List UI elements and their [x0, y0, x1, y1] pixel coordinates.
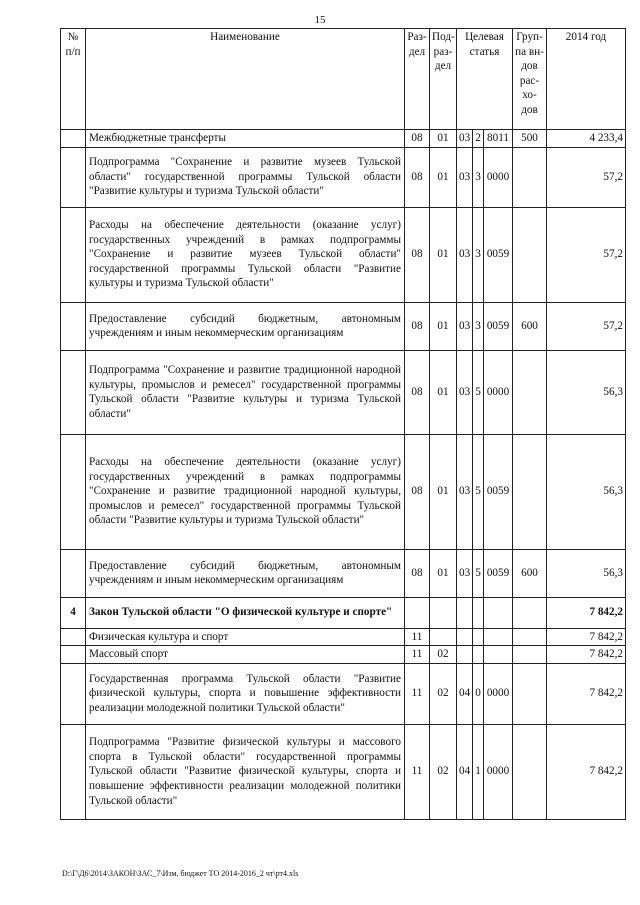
header-num: № п/п: [61, 29, 86, 130]
row-num: [61, 130, 86, 148]
row-cs-program: 04: [457, 663, 473, 724]
header-name: Наименование: [86, 29, 405, 130]
table-row: [61, 147, 626, 207]
row-cs-item: 0000: [484, 663, 513, 724]
table-row: [61, 724, 626, 819]
row-podrazdel: 01: [430, 302, 457, 350]
table-row: [61, 350, 626, 434]
table-row: [61, 434, 626, 549]
row-cs-program: 03: [457, 434, 473, 549]
header-razdel: Раз-дел: [405, 29, 430, 130]
row-num: [61, 434, 86, 549]
row-cs-item: 0000: [484, 724, 513, 819]
row-amount: 7 842,2: [547, 597, 626, 628]
row-cs-subprogram: 3: [473, 302, 484, 350]
row-cs-item: [484, 646, 513, 664]
row-cs-item: 0059: [484, 434, 513, 549]
row-gruppa: [513, 646, 547, 664]
row-podrazdel: 01: [430, 207, 457, 302]
row-num: [61, 147, 86, 207]
row-cs-item: [484, 597, 513, 628]
row-cs-subprogram: [473, 597, 484, 628]
row-cs-subprogram: 3: [473, 147, 484, 207]
row-name: Подпрограмма "Сохранение и развитие музеев Тульской области" государственной программы Тульской области "Развитие культуры и туризма Тульской области": [86, 147, 405, 207]
row-cs-program: [457, 597, 473, 628]
row-gruppa: [513, 597, 547, 628]
row-amount: 57,2: [547, 207, 626, 302]
row-razdel: 08: [405, 207, 430, 302]
row-razdel: 08: [405, 434, 430, 549]
row-gruppa: [513, 628, 547, 646]
row-razdel: 08: [405, 130, 430, 148]
row-razdel: 08: [405, 147, 430, 207]
row-razdel: 11: [405, 663, 430, 724]
row-razdel: 08: [405, 549, 430, 597]
row-num: [61, 302, 86, 350]
row-gruppa: 600: [513, 549, 547, 597]
row-cs-program: 03: [457, 147, 473, 207]
row-num: [61, 350, 86, 434]
row-razdel: 08: [405, 302, 430, 350]
row-podrazdel: 01: [430, 434, 457, 549]
row-gruppa: 500: [513, 130, 547, 148]
row-num: [61, 646, 86, 664]
row-razdel: 11: [405, 628, 430, 646]
row-podrazdel: 01: [430, 147, 457, 207]
row-name: Расходы на обеспечение деятельности (оказание услуг) государственных учреждений в рамках подпрограммы "Сохранение и развитие музеев Тульской области" государственной программы Тульской области "Развитие культуры и туризма Тульской области": [86, 207, 405, 302]
row-razdel: 08: [405, 350, 430, 434]
row-podrazdel: 01: [430, 350, 457, 434]
table-row: [61, 549, 626, 597]
row-gruppa: [513, 724, 547, 819]
header-celevaya: Целевая статья: [457, 29, 513, 130]
row-cs-subprogram: [473, 628, 484, 646]
row-cs-item: 0059: [484, 302, 513, 350]
row-amount: 56,3: [547, 350, 626, 434]
row-num: [61, 549, 86, 597]
row-name: Предоставление субсидий бюджетным, автономным учреждениям и иным некоммерческим организациям: [86, 302, 405, 350]
header-gruppa: Груп-па вн-дов рас-хо-дов: [513, 29, 547, 130]
row-cs-subprogram: 5: [473, 549, 484, 597]
table-row: [61, 302, 626, 350]
row-amount: 7 842,2: [547, 724, 626, 819]
table-header-row: [61, 29, 626, 130]
row-podrazdel: 02: [430, 724, 457, 819]
table-row: [61, 628, 626, 646]
row-podrazdel: [430, 628, 457, 646]
row-num: [61, 207, 86, 302]
row-podrazdel: 02: [430, 663, 457, 724]
header-year: 2014 год: [547, 29, 626, 130]
row-cs-program: 03: [457, 350, 473, 434]
row-cs-program: 03: [457, 302, 473, 350]
row-name: Физическая культура и спорт: [86, 628, 405, 646]
table-row: [61, 130, 626, 148]
row-name: Массовый спорт: [86, 646, 405, 664]
header-podrazdel: Под-раз-дел: [430, 29, 457, 130]
row-name: Государственная программа Тульской области "Развитие физической культуры, спорта и повышение эффективности реализации молодежной политики Тульской области": [86, 663, 405, 724]
row-name: Закон Тульской области "О физической культуре и спорте": [86, 597, 405, 628]
row-gruppa: [513, 350, 547, 434]
row-podrazdel: 02: [430, 646, 457, 664]
row-cs-item: 0000: [484, 147, 513, 207]
row-cs-subprogram: 5: [473, 350, 484, 434]
row-num: [61, 628, 86, 646]
row-gruppa: [513, 147, 547, 207]
row-cs-subprogram: 0: [473, 663, 484, 724]
row-cs-item: 0000: [484, 350, 513, 434]
row-amount: 7 842,2: [547, 628, 626, 646]
row-razdel: 11: [405, 724, 430, 819]
row-gruppa: [513, 434, 547, 549]
row-amount: 57,2: [547, 147, 626, 207]
row-amount: 7 842,2: [547, 663, 626, 724]
row-amount: 56,3: [547, 434, 626, 549]
row-cs-subprogram: 2: [473, 130, 484, 148]
row-cs-subprogram: [473, 646, 484, 664]
row-name: Межбюджетные трансферты: [86, 130, 405, 148]
row-gruppa: [513, 207, 547, 302]
budget-table: [60, 28, 626, 820]
file-path-footer: D:\Г\Д6\2014\ЗАКОН\ЗАС_7\Изм. бюджет ТО 2014-2016_2 чт\рт4.xls: [62, 869, 299, 878]
row-name: Подпрограмма "Сохранение и развитие традиционной народной культуры, промыслов и ремесел" государственной программы Тульской области "Развитие культуры и туризма Тульской области": [86, 350, 405, 434]
table-row: [61, 663, 626, 724]
row-num: 4: [61, 597, 86, 628]
row-amount: 4 233,4: [547, 130, 626, 148]
row-num: [61, 663, 86, 724]
row-name: Расходы на обеспечение деятельности (оказание услуг) государственных учреждений в рамках подпрограммы "Сохранение и развитие традиционной народной культуры, промыслов и ремесел" государственной программы Тульской области "Развитие культуры и туризма Тульской области": [86, 434, 405, 549]
row-gruppa: [513, 663, 547, 724]
row-cs-item: 0059: [484, 549, 513, 597]
row-cs-program: 03: [457, 549, 473, 597]
row-cs-subprogram: 1: [473, 724, 484, 819]
row-cs-program: [457, 628, 473, 646]
row-podrazdel: 01: [430, 130, 457, 148]
row-cs-program: [457, 646, 473, 664]
row-razdel: 11: [405, 646, 430, 664]
table-row: [61, 207, 626, 302]
row-gruppa: 600: [513, 302, 547, 350]
page-number: 15: [314, 14, 326, 26]
row-razdel: [405, 597, 430, 628]
row-amount: 7 842,2: [547, 646, 626, 664]
row-cs-subprogram: 5: [473, 434, 484, 549]
row-name: Подпрограмма "Развитие физической культуры и массового спорта в Тульской области" государственной программы Тульской области "Развитие физической культуры, спорта и повышение эффективности реализации молодежной политики Тульской области": [86, 724, 405, 819]
row-cs-item: 0059: [484, 207, 513, 302]
row-cs-subprogram: 3: [473, 207, 484, 302]
table-row: [61, 597, 626, 628]
row-podrazdel: 01: [430, 549, 457, 597]
row-cs-item: 8011: [484, 130, 513, 148]
row-cs-item: [484, 628, 513, 646]
row-cs-program: 04: [457, 724, 473, 819]
row-podrazdel: [430, 597, 457, 628]
row-cs-program: 03: [457, 130, 473, 148]
row-name: Предоставление субсидий бюджетным, автономным учреждениям и иным некоммерческим организациям: [86, 549, 405, 597]
table-row: [61, 646, 626, 664]
row-amount: 57,2: [547, 302, 626, 350]
row-num: [61, 724, 86, 819]
row-cs-program: 03: [457, 207, 473, 302]
row-amount: 56,3: [547, 549, 626, 597]
